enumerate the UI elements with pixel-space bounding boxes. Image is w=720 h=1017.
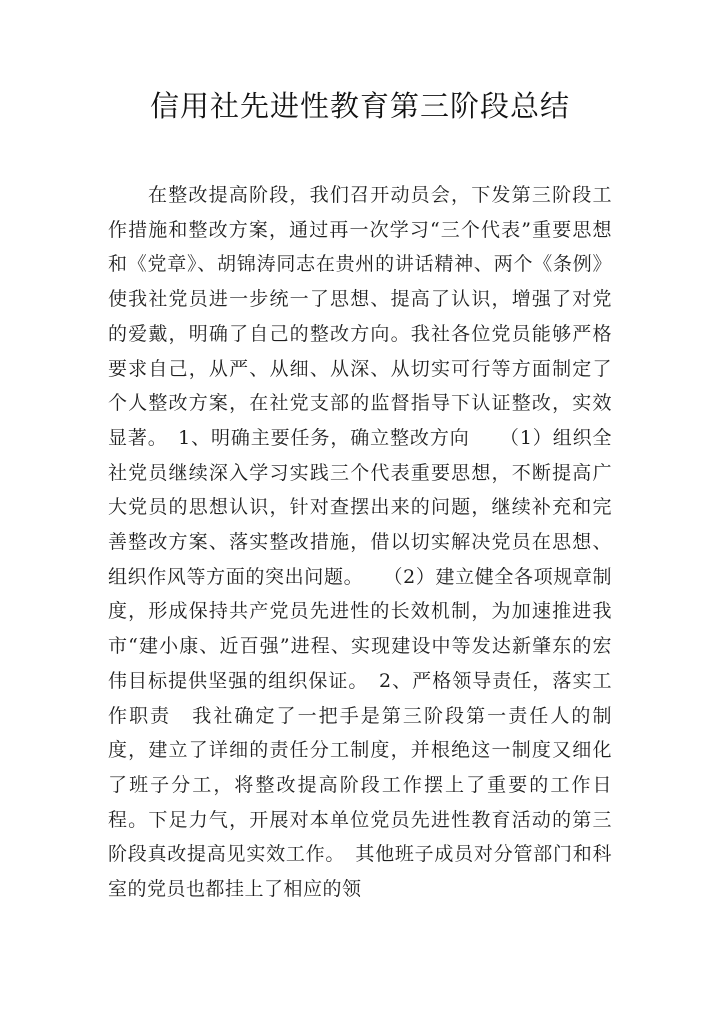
document-title: 信用社先进性教育第三阶段总结 <box>149 89 570 123</box>
document-body-paragraph: 在整改提高阶段，我们召开动员会，下发第三阶段工作措施和整改方案，通过再一次学习“三个代表”重要思想和《党章》、胡锦涛同志在贵州的讲话精神、两个《条例》使我社党员进一步统一了思想、提高了认识，增强了对党的爱戴，明确了自己的整改方向。我社各位党员能够严格要求自己，从严、从细、从深、从切实可行等方面制定了个人整改方案，在社党支部的监督指导下认证整改，实效显著。 1、明确主要任务，确立整改方向 （1）组织全社党员继续深入学习实践三个代表重要思想，不断提高广大党员的思想认识，针对查摆出来的问题，继续补充和完善整改方案、落实整改措施，借以切实解决党员在思想、组织作风等方面的突出问题。 （2）建立健全各项规章制度，形成保持共产党员先进性的长效机制，为加速推进我市“建小康、近百强”进程、实现建设中等发达新肇东的宏伟目标提供坚强的组织保证。 2、严格领导责任，落实工作职责 我社确定了一把手是第三阶段第一责任人的制度，建立了详细的责任分工制度，并根绝这一制度又细化了班子分工，将整改提高阶段工作摆上了重要的工作日程。下足力气，开展对本单位党员先进性教育活动的第三阶段真改提高见实效工作。 其他班子成员对分管部门和科室的党员也都挂上了相应的领 <box>108 184 612 901</box>
